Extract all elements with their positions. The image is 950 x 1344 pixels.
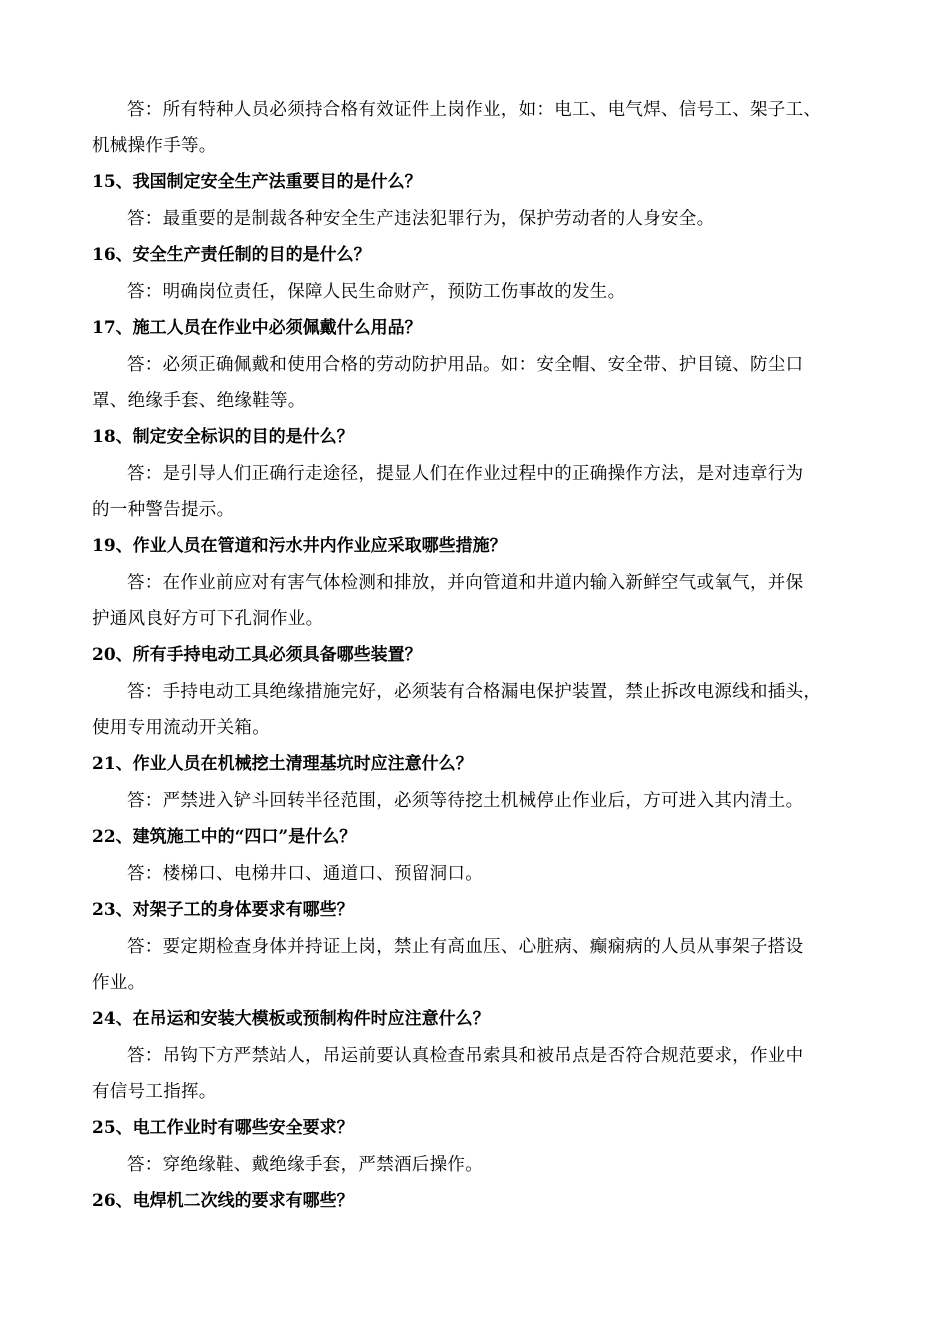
answer-line: 有信号工指挥。: [92, 1082, 217, 1102]
question-heading: 15、我国制定安全生产法重要目的是什么？: [92, 172, 422, 192]
answer-line: 机械操作手等。: [92, 136, 217, 156]
document-page: [92, 92, 872, 1220]
question-heading: 16、安全生产责任制的目的是什么？: [92, 245, 371, 265]
answer-paragraph: [92, 456, 872, 528]
answer-line: 答：吊钩下方严禁站人，吊运前要认真检查吊索具和被吊点是否符合规范要求，作业中: [127, 1046, 804, 1066]
question-heading: 25、电工作业时有哪些安全要求？: [92, 1118, 354, 1138]
answer-line: 作业。: [92, 973, 146, 993]
answer-line: 答：要定期检查身体并持证上岗，禁止有高血压、心脏病、癫痫病的人员从事架子搭设: [127, 937, 804, 957]
question-heading: 18、制定安全标识的目的是什么？: [92, 427, 354, 447]
answer-line: 答：楼梯口、电梯井口、通道口、预留洞口。: [127, 864, 483, 884]
question-heading: 21、作业人员在机械挖土清理基坑时应注意什么？: [92, 754, 473, 774]
answer-line: 答：在作业前应对有害气体检测和排放，并向管道和井道内输入新鲜空气或氧气，并保: [127, 573, 804, 593]
answer-line: 使用专用流动开关箱。: [92, 718, 270, 738]
answer-paragraph: [92, 783, 872, 819]
answer-paragraph: [92, 674, 872, 746]
answer-line: 答：明确岗位责任，保障人民生命财产，预防工伤事故的发生。: [127, 282, 626, 302]
answer-paragraph: [92, 274, 872, 310]
question-heading: 24、在吊运和安装大模板或预制构件时应注意什么？: [92, 1009, 490, 1029]
answer-paragraph: [92, 1147, 872, 1183]
answer-line: 答：最重要的是制裁各种安全生产违法犯罪行为，保护劳动者的人身安全。: [127, 209, 715, 229]
question-heading: 17、施工人员在作业中必须佩戴什么用品？: [92, 318, 422, 338]
answer-paragraph: [92, 1038, 872, 1110]
answer-line: 答：是引导人们正确行走途径，提显人们在作业过程中的正确操作方法，是对违章行为: [127, 464, 804, 484]
answer-line: 护通风良好方可下孔洞作业。: [92, 609, 324, 629]
answer-line: 答：所有特种人员必须持合格有效证件上岗作业，如：电工、电气焊、信号工、架子工、: [127, 100, 822, 120]
answer-paragraph: [92, 856, 872, 892]
question-heading: 20、所有手持电动工具必须具备哪些装置？: [92, 645, 422, 665]
answer-line: 罩、绝缘手套、绝缘鞋等。: [92, 391, 306, 411]
question-heading: 26、电焊机二次线的要求有哪些？: [92, 1191, 354, 1211]
answer-paragraph: [92, 929, 872, 1001]
question-heading: 22、建筑施工中的“四口”是什么？: [92, 827, 357, 847]
answer-paragraph: [92, 347, 872, 419]
answer-line: 的一种警告提示。: [92, 500, 235, 520]
answer-paragraph: [92, 92, 872, 164]
answer-line: 答：穿绝缘鞋、戴绝缘手套，严禁酒后操作。: [127, 1155, 483, 1175]
answer-line: 答：严禁进入铲斗回转半径范围，必须等待挖土机械停止作业后，方可进入其内清土。: [127, 791, 804, 811]
answer-line: 答：必须正确佩戴和使用合格的劳动防护用品。如：安全帽、安全带、护目镜、防尘口: [127, 355, 804, 375]
answer-paragraph: [92, 565, 872, 637]
answer-paragraph: [92, 201, 872, 237]
answer-line: 答：手持电动工具绝缘措施完好，必须装有合格漏电保护装置，禁止拆改电源线和插头，: [127, 682, 822, 702]
question-heading: 23、对架子工的身体要求有哪些？: [92, 900, 354, 920]
question-heading: 19、作业人员在管道和污水井内作业应采取哪些措施？: [92, 536, 507, 556]
